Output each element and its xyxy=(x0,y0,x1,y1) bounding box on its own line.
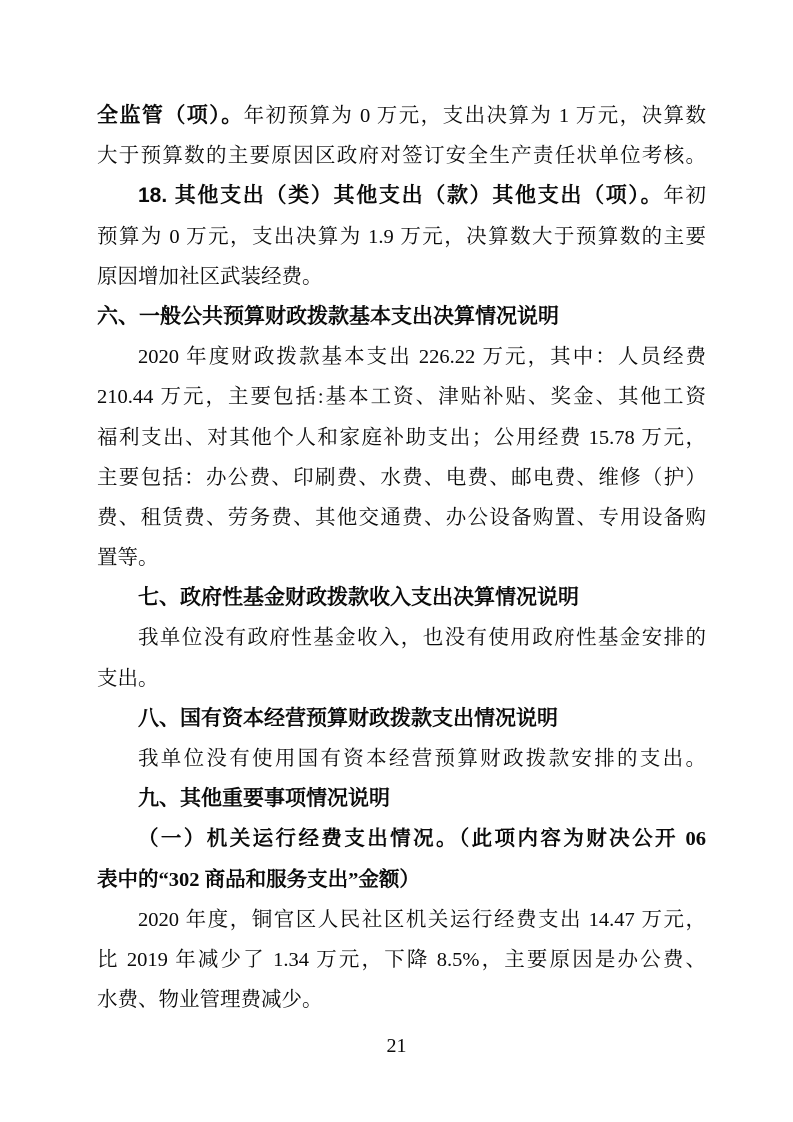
text-segment: 2020 年度，铜官区人民社区机关运行经费支出 14.47 万元， xyxy=(138,908,706,931)
text-segment: 18. 其他支出（类）其他支出（款）其他支出（项）。 xyxy=(138,184,664,208)
section-heading-seven xyxy=(97,578,706,618)
section-heading-nine xyxy=(97,779,706,819)
text-segment: 九、其他重要事项情况说明 xyxy=(138,787,390,811)
text-segment: 比 2019 年减少了 1.34 万元，下降 8.5%，主要原因是办公费、 xyxy=(97,948,706,971)
paragraph-line xyxy=(97,618,706,658)
section-heading-eight xyxy=(97,699,706,739)
text-segment: 年初 xyxy=(663,185,706,208)
text-segment: 表中的“302 商品和服务支出”金额） xyxy=(97,868,420,891)
paragraph-line xyxy=(97,458,706,498)
text-segment: 八、国有资本经营预算财政拨款支出情况说明 xyxy=(138,706,558,730)
paragraph-line xyxy=(97,739,706,779)
paragraph-line xyxy=(97,176,706,216)
page-number: 21 xyxy=(386,1035,407,1057)
paragraph-line xyxy=(97,257,706,297)
paragraph-line xyxy=(97,498,706,538)
document-content xyxy=(97,96,706,1020)
text-segment: 我单位没有使用国有资本经营预算财政拨款安排的支出。 xyxy=(138,748,706,770)
paragraph-line xyxy=(97,96,706,136)
text-segment: 大于预算数的主要原因区政府对签订安全生产责任状单位考核。 xyxy=(97,145,706,168)
paragraph-line xyxy=(97,940,706,980)
text-segment: 210.44 万元，主要包括:基本工资、津贴补贴、奖金、其他工资 xyxy=(97,386,706,409)
text-segment: 预算为 0 万元，支出决算为 1.9 万元，决算数大于预算数的主要 xyxy=(97,225,706,248)
paragraph-line xyxy=(97,136,706,176)
section-heading-six xyxy=(97,297,706,337)
text-segment: 年初预算为 0 万元，支出决算为 1 万元，决算数 xyxy=(243,105,707,127)
paragraph-line xyxy=(97,337,706,377)
text-segment: 置等。 xyxy=(97,547,159,570)
paragraph-line xyxy=(97,418,706,458)
subsection-heading-one-continued xyxy=(97,860,706,900)
subsection-heading-one xyxy=(97,819,706,859)
paragraph-line xyxy=(97,659,706,699)
text-segment: 全监管（项）。 xyxy=(97,104,244,127)
text-segment: 福利支出、对其他个人和家庭补助支出；公用经费 15.78 万元， xyxy=(97,426,706,449)
text-segment: 2020 年度财政拨款基本支出 226.22 万元，其中：人员经费 xyxy=(138,346,706,369)
paragraph-line xyxy=(97,217,706,257)
paragraph-line xyxy=(97,377,706,417)
text-segment: 主要包括：办公费、印刷费、水费、电费、邮电费、维修（护） xyxy=(97,466,706,489)
paragraph-line xyxy=(97,980,706,1020)
paragraph-line xyxy=(97,538,706,578)
text-segment: 我单位没有政府性基金收入，也没有使用政府性基金安排的 xyxy=(138,627,706,650)
text-segment: （一）机关运行经费支出情况。（此项内容为财决公开 06 xyxy=(138,828,706,851)
text-segment: 七、政府性基金财政拨款收入支出决算情况说明 xyxy=(138,586,579,610)
text-segment: 水费、物业管理费减少。 xyxy=(97,989,323,1012)
text-segment: 支出。 xyxy=(97,667,159,690)
text-segment: 六、一般公共预算财政拨款基本支出决算情况说明 xyxy=(97,304,559,328)
text-segment: 原因增加社区武装经费。 xyxy=(97,265,323,288)
paragraph-line xyxy=(97,900,706,940)
text-segment: 费、租赁费、劳务费、其他交通费、办公设备购置、专用设备购 xyxy=(97,506,706,529)
